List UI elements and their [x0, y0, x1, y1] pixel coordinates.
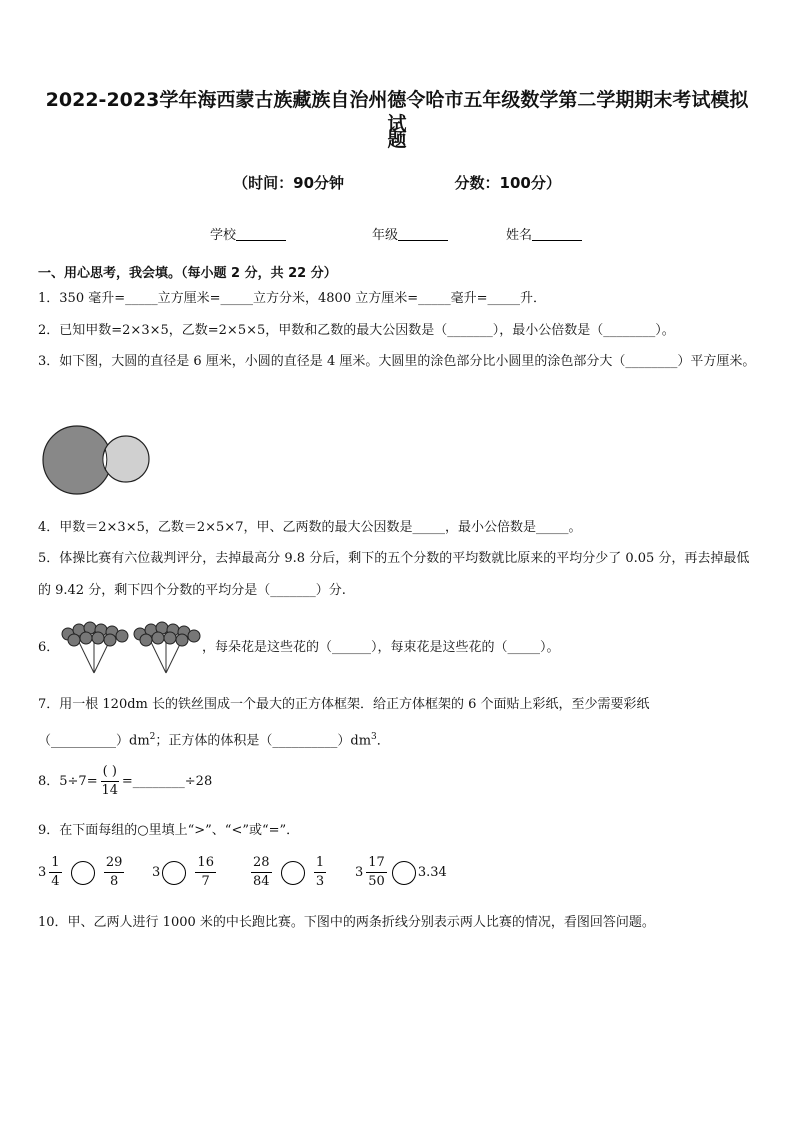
question-3: 3．如下图，大圆的直径是 6 厘米，小圆的直径是 4 厘米。大圆里的涂色部分比小圆里的涂色部分大（________）平方厘米。 — [38, 354, 756, 369]
exam-score: 分数：100分） — [454, 174, 561, 192]
q9-group-2: 3 $\frac{16}{7}$ — [152, 855, 214, 889]
name-field: 姓名 — [506, 224, 582, 243]
large-circle — [43, 426, 111, 494]
question-6-text: ，每朵花是这些花的（______），每束花是这些花的（_____）。 — [202, 640, 560, 655]
q9-group-1: 3 $\frac{1}{4}$ $\frac{29}{8}$ — [38, 855, 123, 889]
question-7-line2: $(\_\_\_\_\_\_\_\_\_\_)dm^2$；正方体的体积是$(\_\_\_\_\_\_\_\_\_\_)dm^3$． — [38, 732, 390, 749]
exam-title-line1: 2022-2023学年海西蒙古族藏族自治州德令哈市五年级数学第二学期期末考试模拟试 — [45, 89, 749, 135]
flower-bouquets-figure — [58, 618, 203, 678]
compare-circle-4[interactable] — [392, 861, 416, 885]
exam-subtitle — [0, 172, 794, 193]
small-circle — [103, 436, 149, 482]
bouquet-2 — [134, 622, 200, 673]
exam-title-line2: 题 — [387, 129, 407, 151]
question-9: 9．在下面每组的○里填上“>”、“<”或“=”． — [38, 823, 300, 838]
q9-group-4: 3 $\frac{17}{50}$ 3.34 — [355, 855, 447, 889]
bouquet-1 — [62, 622, 128, 673]
compare-circle-1[interactable] — [71, 861, 95, 885]
q9-group-3: $\frac{28}{84}$ $\frac{1}{3}$ — [253, 855, 325, 889]
question-7-line1: 7．用一根 120dm 长的铁丝围成一个最大的正方体框架．给正方体框架的 6 个面贴上彩纸，至少需要彩纸 — [38, 697, 650, 712]
exam-time: （时间：90分钟 — [233, 174, 345, 192]
question-10: 10．甲、乙两人进行 1000 米的中长跑比赛。下图中的两条折线分别表示两人比赛的情况，看图回答问题。 — [38, 915, 655, 930]
question-6-number: 6． — [38, 640, 60, 655]
question-4: 4．甲数＝2×3×5，乙数＝2×5×7，甲、乙两数的最大公因数是_____，最小公倍数是_____。 — [38, 520, 582, 535]
question-2: 2．已知甲数=2×3×5，乙数=2×5×5，甲数和乙数的最大公因数是（_______），最小公倍数是（________）。 — [38, 323, 675, 338]
question-8: 8．5÷7= $\frac{( )}{14}$ =________÷28 — [38, 764, 213, 798]
overlap-region — [103, 450, 107, 470]
section-heading: 一、用心思考，我会填。（每小题 2 分，共 22 分） — [38, 266, 337, 281]
compare-circle-3[interactable] — [281, 861, 305, 885]
question-1: 1．350 毫升=_____立方厘米=_____立方分米，4800 立方厘米=_____毫升=_____升． — [38, 291, 547, 306]
grade-field: 年级 — [372, 224, 448, 243]
question-5: 5．体操比赛有六位裁判评分，去掉最高分 9.8 分后，剩下的五个分数的平均数就比原来的平均分少了 0.05 分，再去掉最低的 9.42 分，剩下四个分数的平均分是（_______）分. — [38, 551, 750, 598]
school-field: 学校 — [210, 224, 286, 243]
compare-circle-2[interactable] — [162, 861, 186, 885]
circles-figure — [40, 420, 155, 500]
